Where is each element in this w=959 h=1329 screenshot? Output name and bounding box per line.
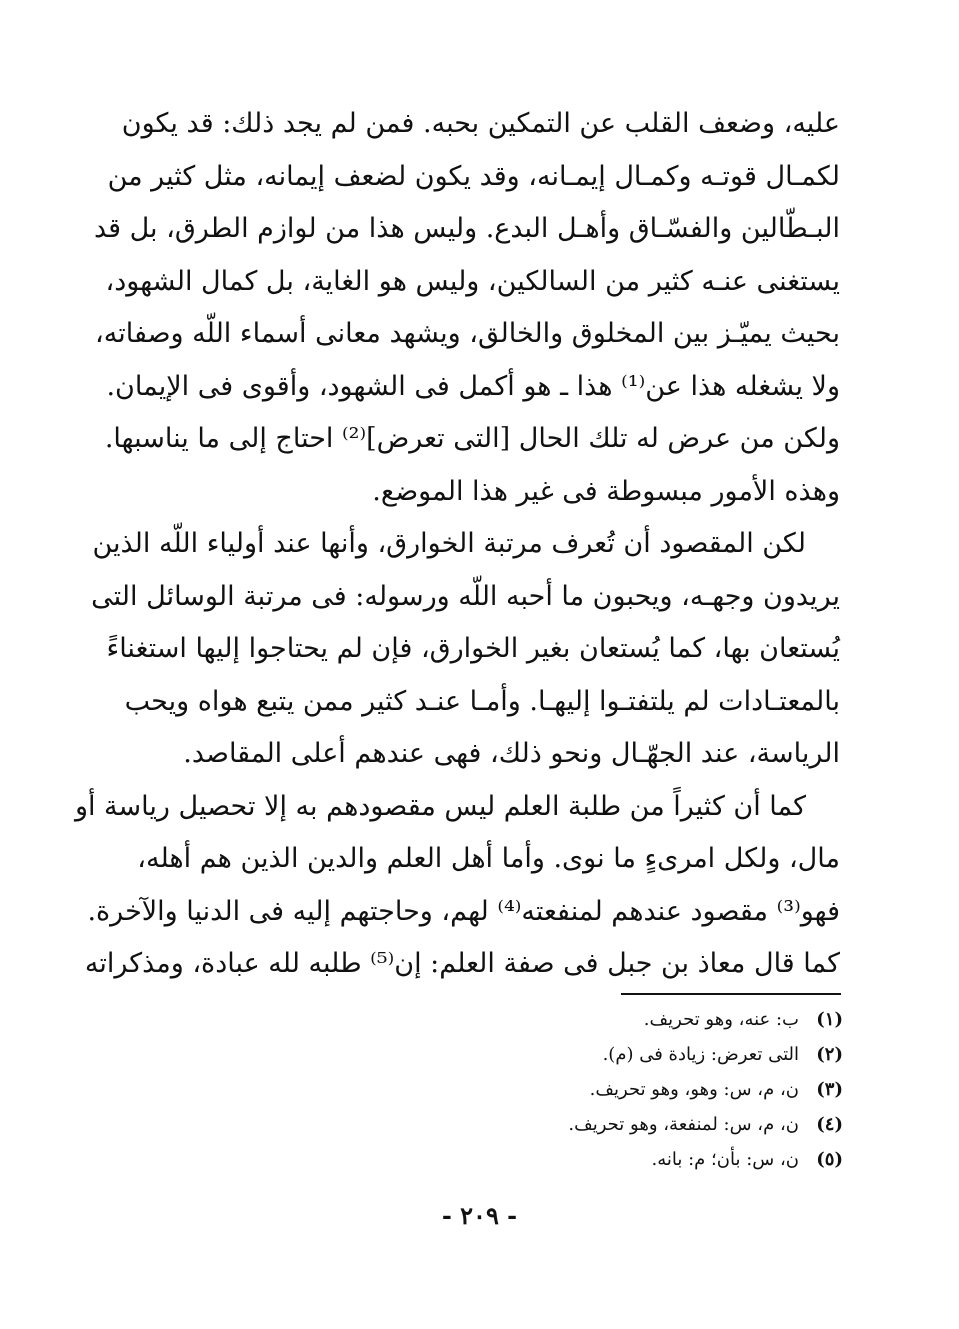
footnote <box>343 1002 843 1037</box>
text-line: بحيث يميّـز بين المخلوق والخالق، ويشهد معانى أسماء اللّه وصفاته، <box>95 318 840 349</box>
text-line: لكن المقصود أن تُعرف مرتبة الخوارق، وأنها عند أولياء اللّه الذين <box>92 528 806 559</box>
footnote <box>343 1072 843 1107</box>
footnote-text: ب: عنه، وهو تحريف. <box>643 1009 799 1030</box>
footnote-text: التى تعرض: زيادة فى (م). <box>602 1044 799 1065</box>
footnote-number: (٤) <box>816 1114 843 1135</box>
text-line: كما أن كثيراً من طلبة العلم ليس مقصودهم به إلا تحصيل رياسة أو <box>74 790 806 822</box>
footnote-number: (١) <box>816 1009 843 1030</box>
text-line: الرياسة، عند الجهّـال ونحو ذلك، فهى عندهم أعلى المقاصد. <box>183 738 840 769</box>
text-line: كما قال معاذ بن جبل فى صفة العلم: إن⁽⁵⁾ طلبه لله عبادة، ومذكراته <box>84 948 840 979</box>
text-line: مال، ولكل امرىءٍ ما نوى. وأما أهل العلم والدين الذين هم أهله، <box>137 843 840 874</box>
text-line: يُستعان بها، كما يُستعان بغير الخوارق، فإن لم يحتاجوا إليها استغناءً <box>106 633 840 664</box>
footnote <box>343 1142 843 1177</box>
footnote-number: (٣) <box>816 1079 843 1100</box>
footnote-divider <box>621 993 841 995</box>
text-line: بالمعتـادات لم يلتفتـوا إليهـا. وأمـا عنـد كثير ممن يتبع هواه ويحب <box>124 685 840 717</box>
footnote-text: ن، م، س: لمنفعة، وهو تحريف. <box>568 1114 799 1135</box>
text-line: فهو⁽³⁾ مقصود عندهم لمنفعته⁽⁴⁾ لهم، وحاجتهم إليه فى الدنيا والآخرة. <box>87 895 840 927</box>
footnote <box>343 1107 843 1142</box>
footnotes-section <box>343 1002 843 1177</box>
text-line: يريدون وجهـه، ويحبون ما أحبه اللّه ورسوله: فى مرتبة الوسائل التى <box>91 580 840 612</box>
text-line: يستغنى عنـه كثير من السالكين، وليس هو الغاية، بل كمال الشهود، <box>105 265 840 297</box>
text-line: ولا يشغله هذا عن⁽¹⁾ هذا ـ هو أكمل فى الشهود، وأقوى فى الإيمان. <box>106 370 840 402</box>
footnote-number: (٢) <box>816 1044 843 1065</box>
text-line: وهذه الأمور مبسوطة فى غير هذا الموضع. <box>372 475 840 507</box>
main-text <box>74 98 840 991</box>
text-line: لكمـال قوتـه وكمـال إيمـانه، وقد يكون لضعف إيمانه، مثل كثير من <box>107 160 840 192</box>
page-number: - ٢٠٩ - <box>441 1201 518 1230</box>
text-line: البـطّالين والفسّـاق وأهـل البدع. وليس هذا من لوازم الطرق، بل قد <box>93 213 840 244</box>
text-line: ولكن من عرض له تلك الحال [التى تعرض]⁽²⁾ احتاج إلى ما يناسبها. <box>104 423 840 454</box>
footnote-text: ن، م، س: وهو، وهو تحريف. <box>589 1079 799 1100</box>
footnote <box>343 1037 843 1072</box>
text-line: عليه، وضعف القلب عن التمكين بحبه. فمن لم يجد ذلك: قد يكون <box>121 108 840 139</box>
footnote-number: (٥) <box>816 1149 843 1170</box>
footnote-text: ن، س: بأن؛ م: بانه. <box>651 1149 799 1170</box>
